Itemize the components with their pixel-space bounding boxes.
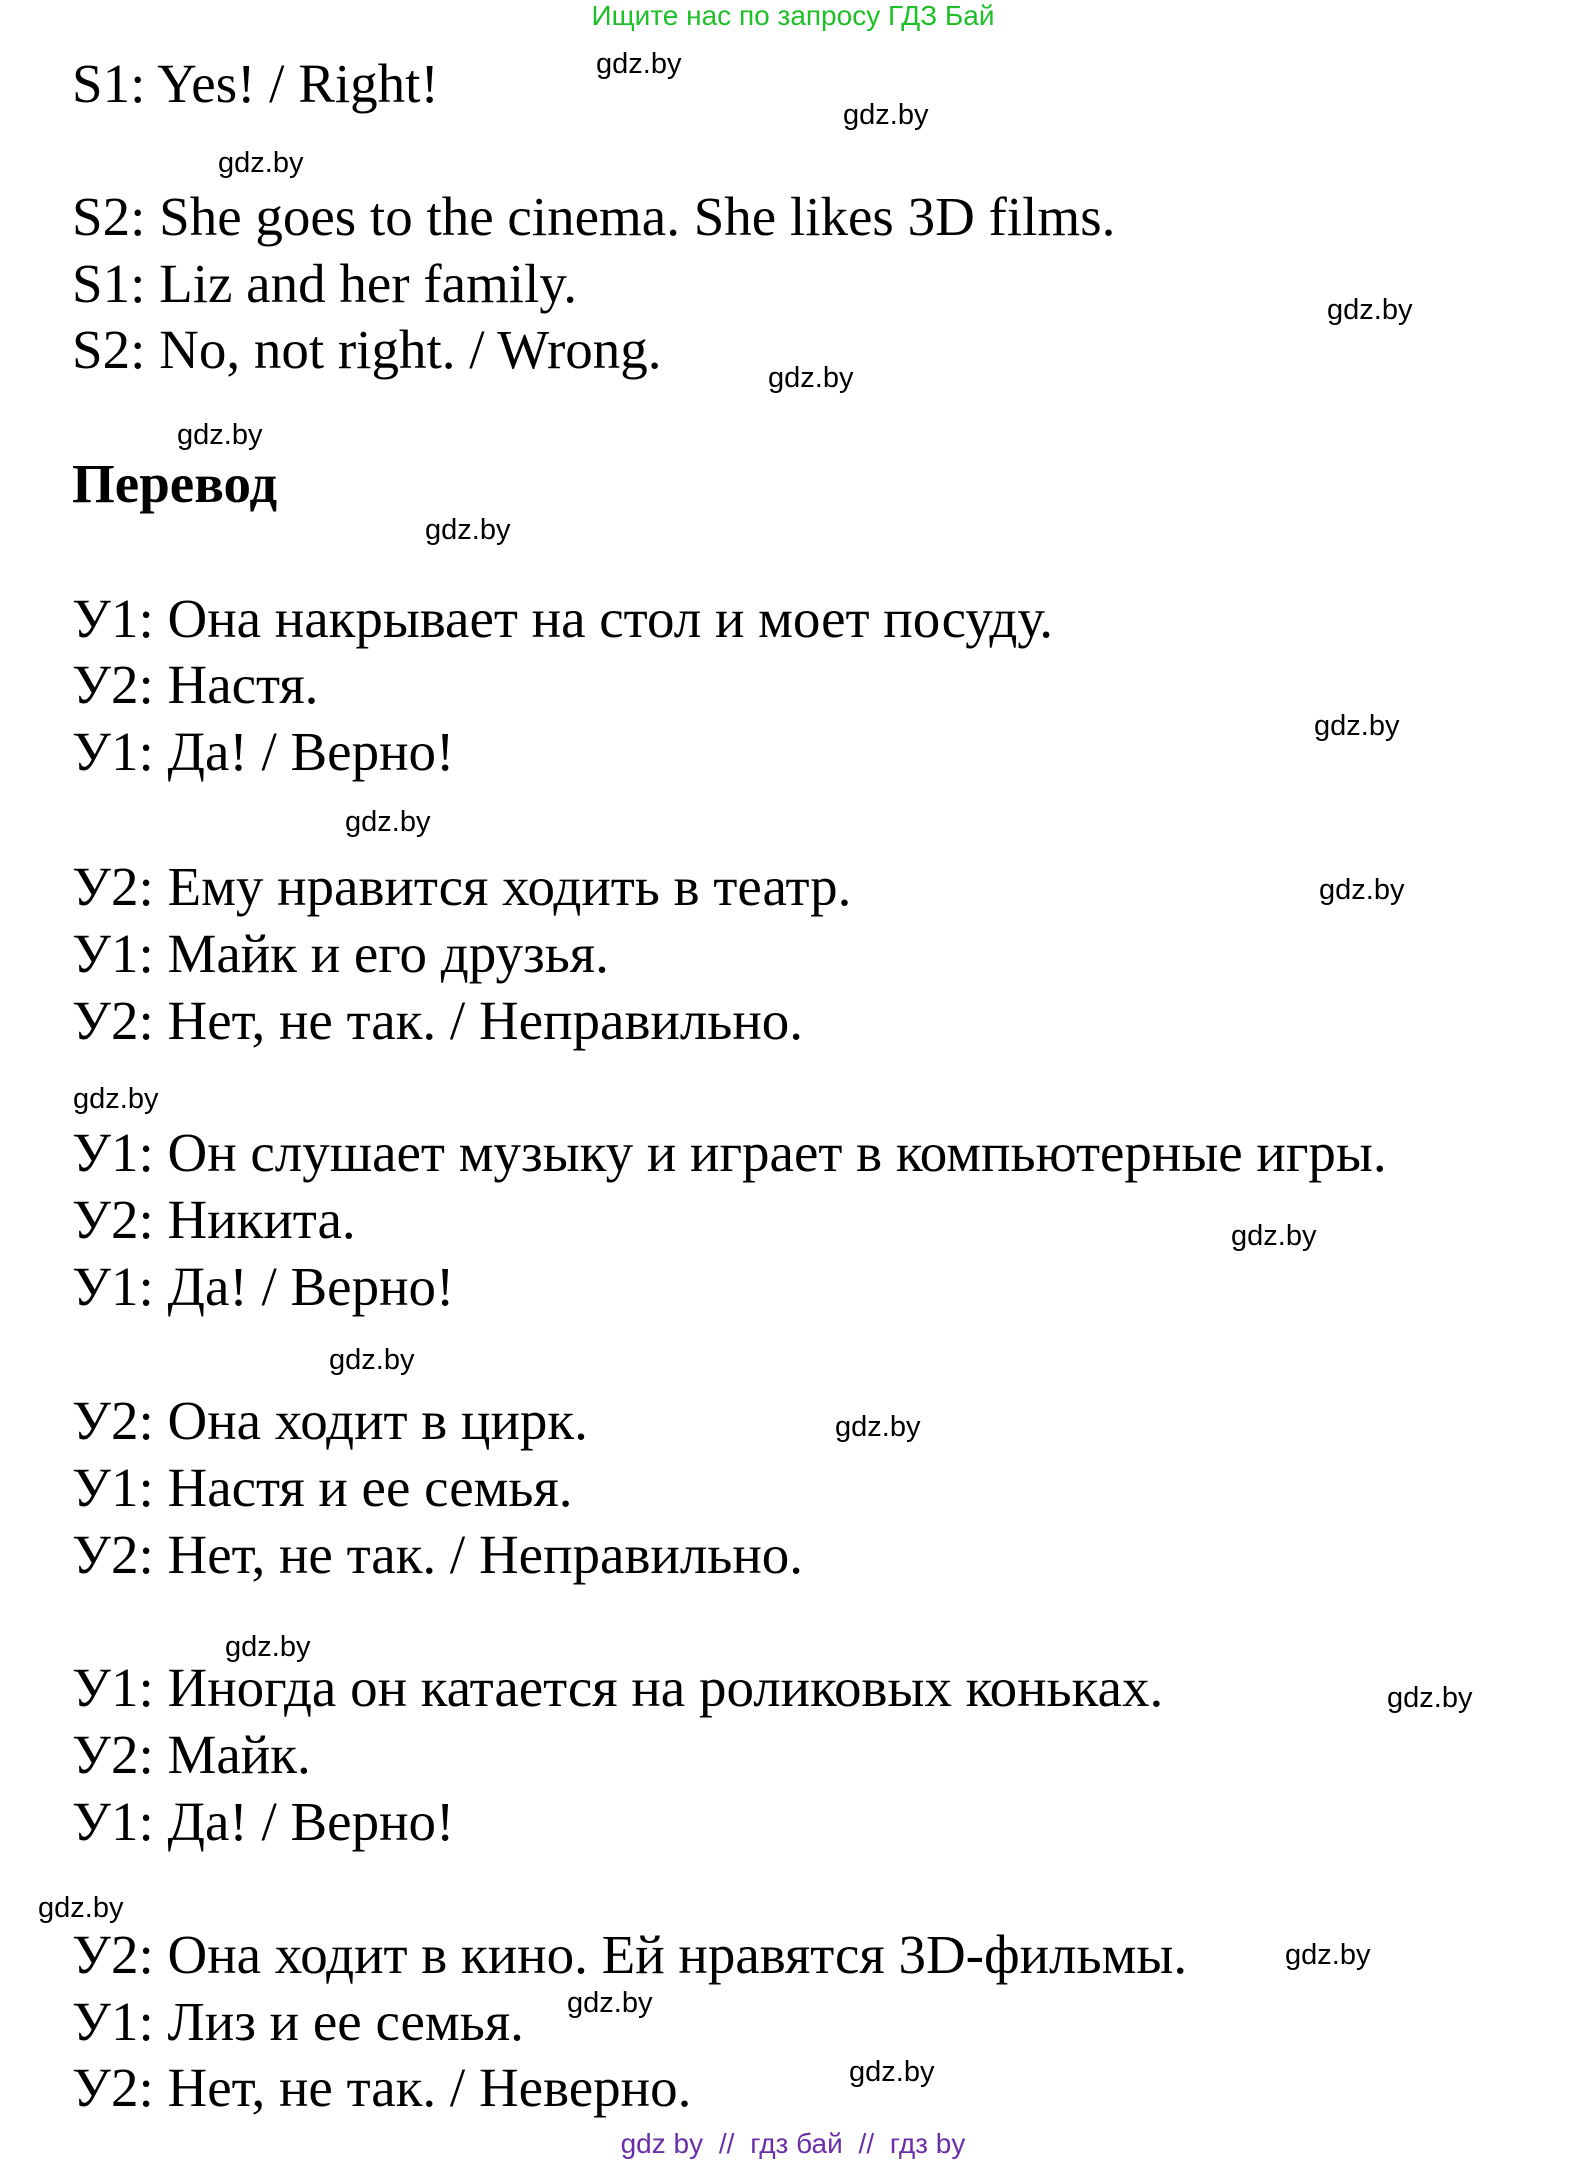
dialogue-line: У2: Нет, не так. / Неверно. bbox=[72, 2057, 692, 2118]
translation-heading: Перевод bbox=[72, 453, 278, 514]
watermark: gdz.by bbox=[218, 147, 304, 179]
watermark: gdz.by bbox=[1285, 1939, 1371, 1971]
dialogue-line: У2: Она ходит в цирк. bbox=[72, 1390, 588, 1451]
dialogue-line: У2: Настя. bbox=[72, 654, 319, 715]
watermark: gdz.by bbox=[225, 1631, 311, 1663]
watermark: gdz.by bbox=[768, 362, 854, 394]
bottom-banner-separator: // bbox=[858, 2128, 875, 2159]
dialogue-line: S1: Yes! / Right! bbox=[72, 53, 439, 114]
watermark: gdz.by bbox=[425, 514, 511, 546]
watermark: gdz.by bbox=[849, 2056, 935, 2088]
watermark: gdz.by bbox=[73, 1083, 159, 1115]
dialogue-line: У1: Майк и его друзья. bbox=[72, 923, 609, 984]
dialogue-line: У2: Она ходит в кино. Ей нравятся 3D-фильмы. bbox=[72, 1924, 1188, 1985]
dialogue-line: У2: Нет, не так. / Неправильно. bbox=[72, 1524, 804, 1585]
watermark: gdz.by bbox=[1387, 1682, 1473, 1714]
watermark: gdz.by bbox=[1327, 294, 1413, 326]
dialogue-line: У1: Он слушает музыку и играет в компьютерные игры. bbox=[72, 1122, 1387, 1183]
watermark: gdz.by bbox=[567, 1987, 653, 2019]
watermark: gdz.by bbox=[38, 1892, 124, 1924]
dialogue-line: У2: Майк. bbox=[72, 1724, 311, 1785]
dialogue-line: S2: She goes to the cinema. She likes 3D films. bbox=[72, 186, 1116, 247]
dialogue-line: У2: Нет, не так. / Неправильно. bbox=[72, 990, 804, 1051]
top-banner: Ищите нас по запросу ГДЗ Бай bbox=[591, 0, 995, 31]
dialogue-line: У1: Она накрывает на стол и моет посуду. bbox=[72, 588, 1054, 649]
watermark: gdz.by bbox=[843, 99, 929, 131]
dialogue-line: У2: Ему нравится ходить в театр. bbox=[72, 856, 852, 917]
watermark: gdz.by bbox=[835, 1411, 921, 1443]
watermark: gdz.by bbox=[1231, 1220, 1317, 1252]
dialogue-line: S1: Liz and her family. bbox=[72, 253, 578, 314]
bottom-banner-separator: // bbox=[718, 2128, 735, 2159]
dialogue-line: У1: Иногда он катается на роликовых коньках. bbox=[72, 1657, 1164, 1718]
dialogue-line: У1: Лиз и ее семья. bbox=[72, 1991, 524, 2052]
dialogue-line: У1: Да! / Верно! bbox=[72, 1791, 455, 1852]
bottom-banner-part: гдз бай bbox=[750, 2128, 843, 2159]
dialogue-line: У1: Настя и ее семья. bbox=[72, 1457, 573, 1518]
watermark: gdz.by bbox=[345, 806, 431, 838]
bottom-banner-part: gdz by bbox=[620, 2128, 704, 2159]
watermark: gdz.by bbox=[1319, 874, 1405, 906]
dialogue-line: У1: Да! / Верно! bbox=[72, 721, 455, 782]
dialogue-line: У1: Да! / Верно! bbox=[72, 1256, 455, 1317]
bottom-banner bbox=[0, 2128, 1586, 2160]
dialogue-line: S2: No, not right. / Wrong. bbox=[72, 319, 662, 380]
watermark: gdz.by bbox=[1314, 710, 1400, 742]
watermark: gdz.by bbox=[596, 48, 682, 80]
dialogue-line: У2: Никита. bbox=[72, 1189, 356, 1250]
watermark: gdz.by bbox=[177, 419, 263, 451]
bottom-banner-part: гдз by bbox=[889, 2128, 966, 2159]
watermark: gdz.by bbox=[329, 1344, 415, 1376]
